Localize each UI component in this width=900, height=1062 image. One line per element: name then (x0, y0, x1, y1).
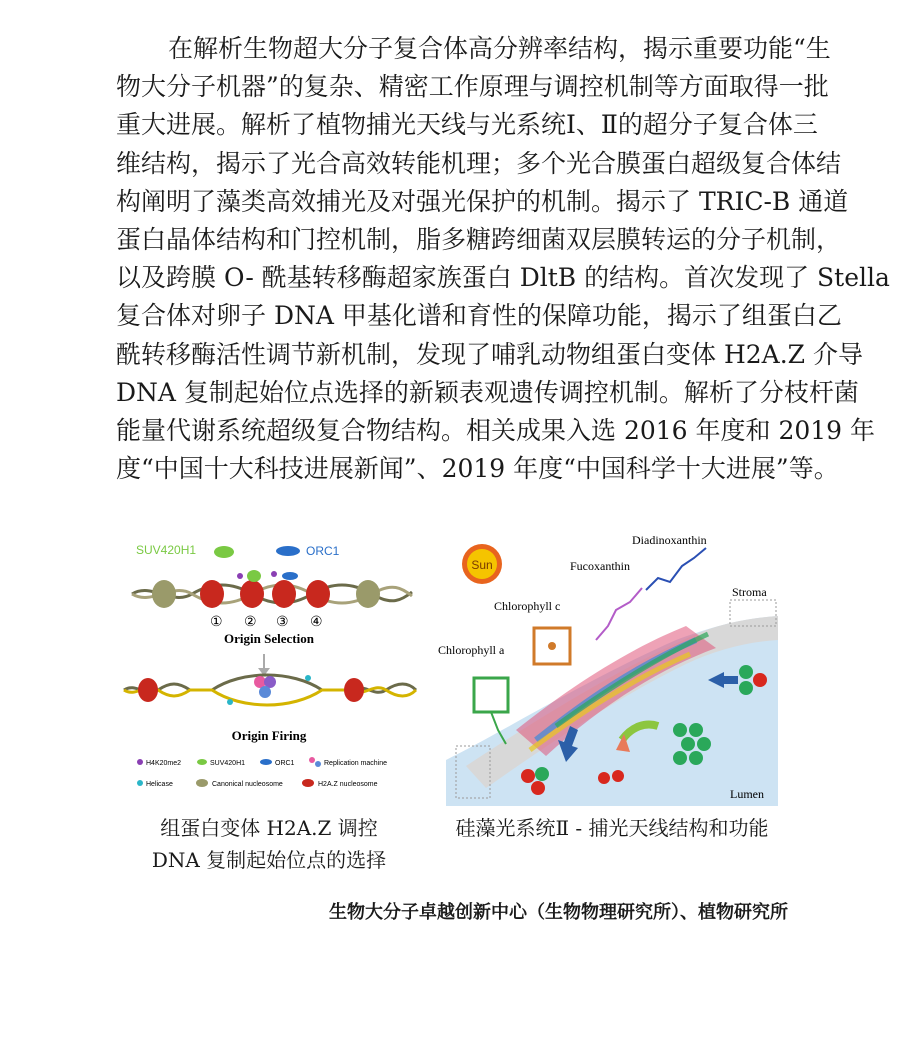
stroma-label: Stroma (732, 585, 767, 599)
source-attribution: 生物大分子卓越创新中心（生物物理研究所）、植物研究所 (329, 902, 788, 923)
fucoxanthin-molecule (596, 588, 642, 640)
orc1-bound (282, 572, 298, 580)
suv420h1-label: SUV420H1 (136, 543, 197, 557)
fucoxanthin-label: Fucoxanthin (570, 559, 630, 573)
origin-selection-label: Origin Selection (224, 631, 314, 646)
helicase-icon (227, 699, 233, 705)
paragraph-line: 度“中国十大科技进展新闻”、2019 年度“中国科学十大进展”等。 (116, 454, 839, 484)
paragraph-line: 在解析生物超大分子复合体高分辨率结构，揭示重要功能“生 (168, 34, 831, 63)
legend-suv420h1: SUV420H1 (210, 760, 246, 767)
circled-number-4: ④ (310, 615, 323, 630)
replication-machine-icon (315, 761, 321, 767)
chlorophyll-a-label: Chlorophyll a (438, 643, 505, 657)
paragraph-line: 重大进展。解析了植物捕光天线与光系统Ⅰ、Ⅱ的超分子复合体三 (116, 110, 818, 140)
origin-selection-figure (112, 530, 426, 810)
paragraph-line: 酰转移酶活性调节新机制，发现了哺乳动物组蛋白变体 H2A.Z 介导 (116, 339, 863, 369)
h2az-nucleosome (240, 580, 264, 608)
replication-machine (259, 686, 271, 698)
replication-bubble (124, 675, 416, 705)
circled-number-2: ② (244, 615, 257, 630)
legend-canonical-nucleosome: Canonical nucleosome (212, 781, 283, 788)
chlorophyll-c-label: Chlorophyll c (494, 599, 561, 613)
caption-line: 硅藻光系统Ⅱ - 捕光天线结构和功能 (455, 816, 769, 840)
figure-caption-right (430, 812, 794, 844)
sun-label: Sun (471, 558, 493, 572)
orc1-icon (260, 759, 272, 765)
origin-firing-label: Origin Firing (231, 728, 307, 743)
h2az-nucleosome (306, 580, 330, 608)
body-paragraph (116, 30, 890, 488)
canonical-nucleosome (152, 580, 176, 608)
legend-helicase: Helicase (146, 781, 173, 788)
h2az-nucleosome (200, 580, 224, 608)
replication-machine-icon (309, 757, 315, 763)
caption-line: DNA 复制起始位点的选择 (151, 848, 387, 872)
down-arrow-icon (258, 654, 270, 676)
paragraph-line: 蛋白晶体结构和门控机制，脂多糖跨细菌双层膜转运的分子机制， (116, 225, 842, 255)
figure-caption-left (112, 812, 426, 876)
h2az-nucleosome (344, 678, 364, 702)
h2az-nucleosome (272, 580, 296, 608)
canonical-nucleosome-icon (196, 779, 208, 787)
diatom-psii-figure (438, 530, 778, 806)
orc1-label: ORC1 (306, 544, 340, 558)
helicase-icon (305, 675, 311, 681)
suv420h1-icon (214, 546, 234, 558)
h2az-nucleosome-icon (302, 779, 314, 787)
paragraph-line: 构阐明了藻类高效捕光及对强光保护的机制。揭示了 TRIC-B 通道 (116, 186, 849, 216)
h4k20me2-mark (271, 571, 277, 577)
paragraph-line: 能量代谢系统超级复合物结构。相关成果入选 2016 年度和 2019 年 (116, 416, 876, 446)
chlorophyll-c-molecule (534, 628, 570, 664)
helicase-icon (137, 780, 143, 786)
paragraph-line: 物大分子机器”的复杂、精密工作原理与调控机制等方面取得一批 (116, 72, 829, 102)
paragraph-line: 维结构，揭示了光合高效转能机理；多个光合膜蛋白超级复合体结 (116, 148, 842, 178)
diadinoxanthin-label: Diadinoxanthin (632, 533, 707, 547)
legend-orc1: ORC1 (275, 760, 295, 767)
paragraph-line: DNA 复制起始位点选择的新颖表观遗传调控机制。解析了分枝杆菌 (116, 377, 859, 407)
legend-h2az-nucleosome: H2A.Z nucleosome (318, 781, 378, 788)
legend-h4k20me2: H4K20me2 (146, 760, 182, 767)
diadinoxanthin-molecule (646, 548, 706, 590)
circled-number-1: ① (210, 615, 223, 630)
h4k20me2-icon (137, 759, 143, 765)
legend-replication-machine: Replication machine (324, 760, 388, 767)
canonical-nucleosome (356, 580, 380, 608)
orc1-icon (276, 546, 300, 556)
caption-line: 组蛋白变体 H2A.Z 调控 (160, 816, 378, 840)
circled-number-3: ③ (276, 615, 289, 630)
suv420h1-bound (247, 570, 261, 582)
h2az-nucleosome (138, 678, 158, 702)
suv420h1-icon (197, 759, 207, 765)
legend (137, 757, 387, 788)
lumen-label: Lumen (730, 787, 764, 801)
h4k20me2-mark (237, 573, 243, 579)
paragraph-line: 复合体对卵子 DNA 甲基化谱和育性的保障功能，揭示了组蛋白乙 (116, 301, 842, 331)
paragraph-line: 以及跨膜 O- 酰基转移酶超家族蛋白 DltB 的结构。首次发现了 Stella (116, 263, 890, 293)
